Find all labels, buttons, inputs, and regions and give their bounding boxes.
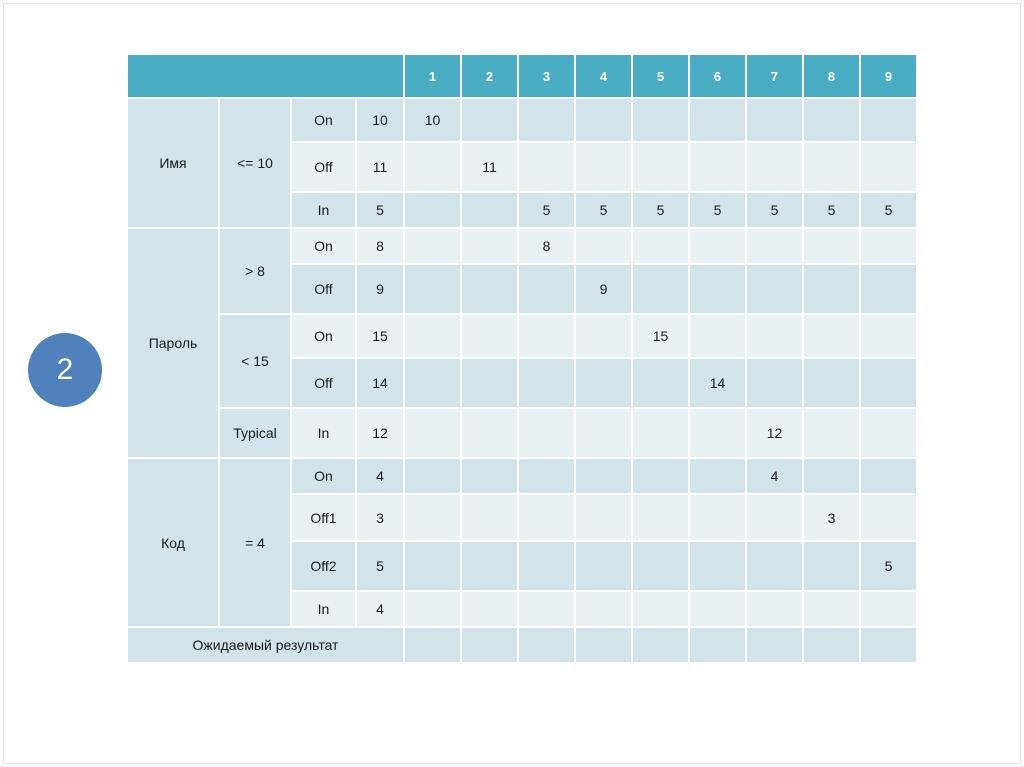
data-cell [405,315,460,357]
data-cell [576,409,631,457]
data-cell [405,592,460,626]
data-cell [747,359,802,407]
row-type: Off [292,143,355,191]
row-value: 14 [357,359,403,407]
table-row [128,409,916,457]
data-cell [633,99,688,141]
condition-label: < 15 [220,315,290,407]
data-cell [804,359,859,407]
footer-cell [690,628,745,662]
data-cell: 4 [747,459,802,493]
data-cell [804,229,859,263]
footer-cell [462,628,517,662]
data-cell [747,592,802,626]
footer-cell [747,628,802,662]
row-type: In [292,193,355,227]
data-cell: 5 [519,193,574,227]
data-cell [861,495,916,540]
data-cell [633,143,688,191]
header-blank-cell [128,55,403,97]
data-cell [633,359,688,407]
data-cell [690,99,745,141]
data-cell [405,542,460,590]
data-cell [861,229,916,263]
slide-number-badge: 2 [28,333,102,407]
footer-cell [804,628,859,662]
column-header: 5 [633,55,688,97]
data-cell [405,143,460,191]
condition-label: > 8 [220,229,290,313]
data-cell [462,315,517,357]
data-cell [576,495,631,540]
data-cell: 8 [519,229,574,263]
data-cell [747,143,802,191]
row-type: Off [292,359,355,407]
data-cell [519,143,574,191]
row-value: 5 [357,542,403,590]
data-cell [519,495,574,540]
data-cell [462,229,517,263]
data-cell [804,542,859,590]
data-cell [747,542,802,590]
row-type: In [292,409,355,457]
data-cell [690,542,745,590]
row-value: 12 [357,409,403,457]
data-cell [519,359,574,407]
footer-cell [633,628,688,662]
row-type: On [292,99,355,141]
data-cell [804,265,859,313]
data-cell [690,265,745,313]
data-cell [405,229,460,263]
row-value: 8 [357,229,403,263]
data-cell [747,315,802,357]
data-cell [861,359,916,407]
data-cell [633,409,688,457]
data-cell [519,99,574,141]
data-cell [861,265,916,313]
data-cell [576,359,631,407]
row-value: 4 [357,592,403,626]
footer-cell [519,628,574,662]
data-cell: 5 [576,193,631,227]
data-cell [576,592,631,626]
data-cell [633,265,688,313]
data-cell [462,265,517,313]
row-type: Off1 [292,495,355,540]
data-cell [633,592,688,626]
condition-label: = 4 [220,459,290,626]
condition-label: Typical [220,409,290,457]
data-cell: 5 [861,193,916,227]
column-header: 7 [747,55,802,97]
data-cell: 3 [804,495,859,540]
data-cell [690,409,745,457]
row-type: On [292,459,355,493]
data-cell [519,542,574,590]
row-type: On [292,315,355,357]
row-value: 3 [357,495,403,540]
table-row [128,459,916,493]
row-type: Off [292,265,355,313]
data-cell [462,359,517,407]
data-cell [519,592,574,626]
data-cell [804,459,859,493]
table-row [128,229,916,263]
row-value: 15 [357,315,403,357]
data-cell [690,143,745,191]
row-value: 10 [357,99,403,141]
data-cell [804,409,859,457]
data-cell [861,315,916,357]
column-header: 6 [690,55,745,97]
row-type: Off2 [292,542,355,590]
data-cell [690,459,745,493]
condition-label: <= 10 [220,99,290,227]
data-cell [576,542,631,590]
data-cell [462,409,517,457]
data-cell: 10 [405,99,460,141]
data-cell [405,193,460,227]
data-cell [576,459,631,493]
data-cell: 9 [576,265,631,313]
data-cell [576,315,631,357]
footer-cell [576,628,631,662]
row-value: 11 [357,143,403,191]
group-label: Имя [128,99,218,227]
data-cell [804,592,859,626]
table-row [128,99,916,141]
data-cell [747,265,802,313]
data-cell [747,229,802,263]
data-cell [861,99,916,141]
header-row [128,55,916,97]
data-cell [747,495,802,540]
expected-result-label: Ожидаемый результат [128,628,403,662]
group-label: Код [128,459,218,626]
data-cell [633,459,688,493]
data-cell [747,99,802,141]
data-cell [861,592,916,626]
data-cell [861,459,916,493]
data-cell [519,409,574,457]
row-type: On [292,229,355,263]
data-cell: 5 [861,542,916,590]
data-cell [462,592,517,626]
data-cell [804,143,859,191]
data-cell: 5 [747,193,802,227]
column-header: 8 [804,55,859,97]
data-cell [462,459,517,493]
row-type: In [292,592,355,626]
row-value: 5 [357,193,403,227]
group-label: Пароль [128,229,218,457]
data-cell [633,495,688,540]
data-cell [633,229,688,263]
column-header: 4 [576,55,631,97]
data-cell [519,315,574,357]
data-cell: 14 [690,359,745,407]
data-cell: 5 [690,193,745,227]
data-cell [804,315,859,357]
data-cell [519,265,574,313]
row-value: 9 [357,265,403,313]
data-cell [462,542,517,590]
data-cell: 11 [462,143,517,191]
data-cell [690,315,745,357]
data-cell [462,495,517,540]
data-cell [690,229,745,263]
data-cell [576,99,631,141]
data-cell [405,459,460,493]
data-cell [576,229,631,263]
data-cell [519,459,574,493]
matrix-body [128,99,916,662]
footer-cell [405,628,460,662]
data-cell [462,193,517,227]
data-cell [861,143,916,191]
data-cell: 5 [633,193,688,227]
data-cell [690,592,745,626]
table-row [128,315,916,357]
row-value: 4 [357,459,403,493]
footer-cell [861,628,916,662]
data-cell: 12 [747,409,802,457]
footer-row [128,628,916,662]
column-header: 9 [861,55,916,97]
data-cell [576,143,631,191]
column-header: 2 [462,55,517,97]
data-cell [690,495,745,540]
data-cell: 15 [633,315,688,357]
column-header: 1 [405,55,460,97]
data-cell [405,265,460,313]
data-cell [633,542,688,590]
data-cell [405,495,460,540]
data-cell [804,99,859,141]
data-cell [405,409,460,457]
data-cell [462,99,517,141]
data-cell [405,359,460,407]
test-case-matrix [126,53,918,664]
data-cell [861,409,916,457]
column-header: 3 [519,55,574,97]
data-cell: 5 [804,193,859,227]
